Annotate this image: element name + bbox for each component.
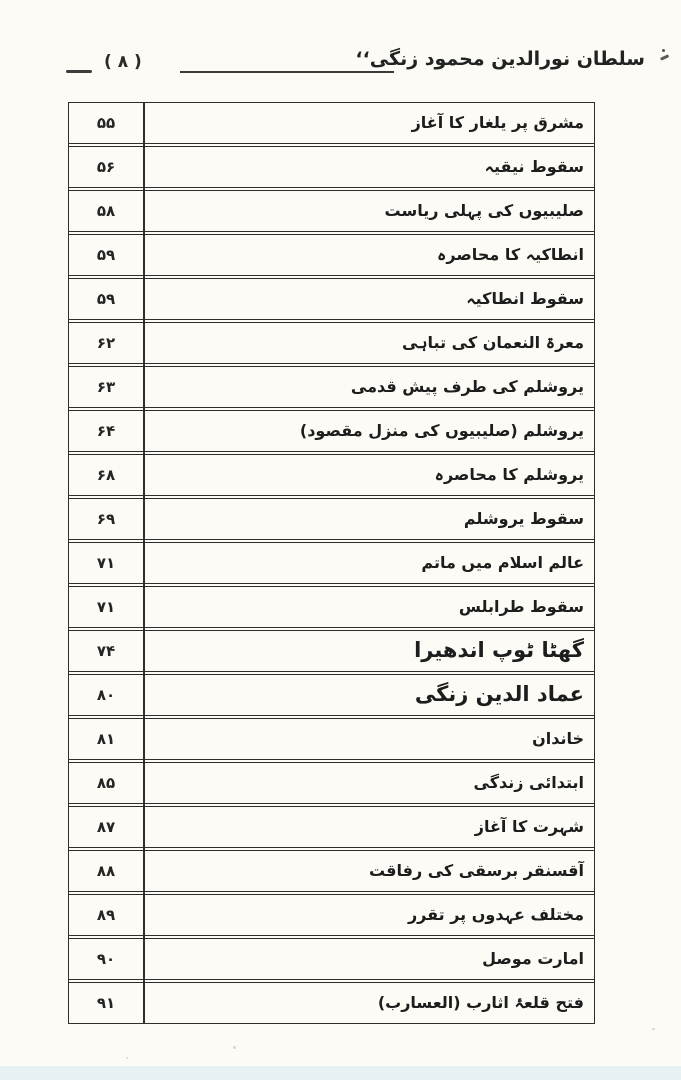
page-number: ( ۸ ) [104,52,142,72]
toc-page-number: ۶۲ [96,334,116,352]
toc-page-number: ۸۱ [96,730,116,748]
toc-page-number: ۸۰ [96,686,116,704]
toc-page-number: ۸۸ [96,862,116,880]
toc-entry-title: فتح قلعۂ اثارب (العسارب) [377,992,584,1012]
toc-row [69,366,594,408]
toc-column-divider [143,102,145,1024]
toc-entry-title: یروشلم کا محاصرہ [434,464,584,484]
toc-entry-title: مختلف عہدوں پر تقرر [407,904,584,924]
toc-page-number: ۹۰ [96,950,116,968]
toc-page-number: ۵۹ [96,290,116,308]
toc-entry-title: سقوط طرابلس [458,596,584,616]
toc-page-number: ۸۹ [96,906,116,924]
toc-entry-title: یروشلم کی طرف پیش قدمی [350,376,584,396]
toc-row [69,498,594,540]
toc-page-number: ۵۵ [96,114,116,132]
toc-row [69,410,594,452]
toc-row [69,234,594,276]
toc-entry-title: ابتدائی زندگی [473,772,584,792]
toc-row [69,322,594,364]
toc-row [69,102,594,144]
toc-entry-title: سقوط نیقیہ [484,156,584,176]
toc-row [69,630,594,672]
scan-edge-strip [0,1066,681,1080]
toc-row [69,674,594,716]
toc-page-number: ۶۴ [96,422,116,440]
header-left-dash [66,70,92,73]
toc-entry-title: خاندان [532,728,584,748]
scan-speckle [233,1046,236,1049]
toc-page-number: ۶۹ [96,510,116,528]
toc-entry-title: انطاکیہ کا محاصرہ [437,244,584,264]
scan-speckle [126,1057,128,1059]
toc-row [69,454,594,496]
toc-row [69,762,594,804]
toc-row [69,938,594,980]
toc-entry-title: مشرق پر یلغار کا آغاز [411,112,584,132]
toc-entry-title: عماد الدین زنگی [414,682,584,706]
toc-entry-title: یروشلم (صلیبیوں کی منزل مقصود) [299,420,584,440]
toc-row [69,850,594,892]
toc-row [69,894,594,936]
toc-row [69,586,594,628]
toc-page-number: ۷۴ [96,642,116,660]
toc-entry-title: گھٹا ٹوپ اندھیرا [414,638,584,662]
toc-page-number: ۵۹ [96,246,116,264]
toc-row [69,278,594,320]
header-rule-line [180,71,394,73]
toc-page-number: ۷۱ [96,554,116,572]
toc-page-number: ۸۷ [96,818,116,836]
toc-row [69,718,594,760]
toc-page-number: ۸۵ [96,774,116,792]
toc-entry-title: شہرت کا آغاز [474,816,584,836]
toc-page-number: ۵۸ [96,202,116,220]
toc-row [69,146,594,188]
toc-page-number: ۷۱ [96,598,116,616]
toc-entry-title: صلیبیوں کی پہلی ریاست [384,200,584,220]
toc-entry-title: امارت موصل [482,948,584,968]
header-right-mark [660,54,669,60]
toc-entry-title: آقسنقر برسقی کی رفاقت [369,860,584,880]
toc-row [69,190,594,232]
toc-entry-title: معرۃ النعمان کی تباہی [401,332,584,352]
toc-entry-title: سقوط یروشلم [463,508,584,528]
toc-entry-title: عالم اسلام میں ماتم [421,552,584,572]
scan-speckle [652,1028,655,1030]
toc-page-number: ۵۶ [96,158,116,176]
toc-row [69,982,594,1024]
book-title: سلطان نورالدین محمود زنگی‘‘ [355,48,645,70]
toc-row [69,542,594,584]
toc-page-number: ۹۱ [96,994,116,1012]
header-right-dot [662,49,665,52]
toc-row [69,806,594,848]
page-header [0,44,681,86]
toc-page-number: ۶۳ [96,378,116,396]
toc-entry-title: سقوط انطاکیہ [466,288,584,308]
toc-table [68,102,595,1024]
toc-page-number: ۶۸ [96,466,116,484]
